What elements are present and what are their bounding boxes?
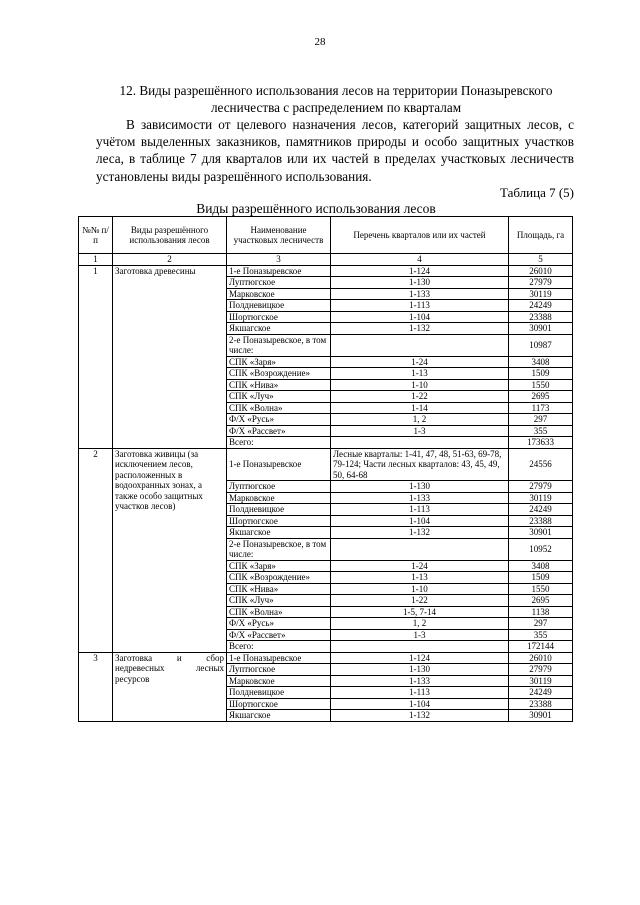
forestry-name: 2-е Поназыревское, в том числе: — [227, 334, 331, 356]
quarter-list: 1-113 — [331, 504, 509, 516]
quarter-list: 1-132 — [331, 710, 509, 722]
header-use-type: Виды разрешённого использования лесов — [113, 217, 227, 254]
forestry-name: Шортюгское — [227, 515, 331, 527]
quarter-list: 1-130 — [331, 481, 509, 493]
area-value: 1550 — [509, 379, 573, 391]
quarter-list: 1-104 — [331, 311, 509, 323]
area-value: 24249 — [509, 687, 573, 699]
area-value: 24556 — [509, 448, 573, 481]
quarter-list: 1, 2 — [331, 414, 509, 426]
area-value: 1509 — [509, 572, 573, 584]
area-value: 24249 — [509, 300, 573, 312]
column-number: 5 — [509, 254, 573, 266]
forestry-name: 1-е Поназыревское — [227, 265, 331, 277]
forestry-name: СПК «Возрождение» — [227, 368, 331, 380]
area-value: 1138 — [509, 606, 573, 618]
row-number: 3 — [79, 652, 113, 721]
body-paragraph: В зависимости от целевого назначения лесов, категорий защитных лесов, с учётом выделенных заказников, памятников природы и особо защитных участков леса, в таблице 7 для кварталов или их частей в пределах участковых лесничеств установлены виды разрешённого использования. — [96, 117, 574, 184]
quarter-list: 1-24 — [331, 356, 509, 368]
quarter-list: 1-124 — [331, 652, 509, 664]
area-value: 1509 — [509, 368, 573, 380]
forestry-name: СПК «Луч» — [227, 595, 331, 607]
forestry-name: Ф/Х «Русь» — [227, 414, 331, 426]
forestry-name: Луптюгское — [227, 481, 331, 493]
forestry-name: Ф/Х «Рассвет» — [227, 425, 331, 437]
forestry-name: Полдневицкое — [227, 687, 331, 699]
forestry-name: 2-е Поназыревское, в том числе: — [227, 538, 331, 560]
area-value: 10952 — [509, 538, 573, 560]
area-value: 24249 — [509, 504, 573, 516]
section-title: 12. Виды разрешённого использования лесов на территории Поназыревского лесничества с распределением по кварталам — [119, 83, 553, 115]
area-value: 355 — [509, 425, 573, 437]
table-row — [79, 265, 573, 277]
area-value: 23388 — [509, 311, 573, 323]
forestry-name: Марковское — [227, 288, 331, 300]
table-caption: Виды разрешённого использования лесов — [196, 201, 436, 216]
table-row — [79, 448, 573, 481]
forestry-name: Марковское — [227, 675, 331, 687]
area-value: 1550 — [509, 583, 573, 595]
forestry-name: Всего: — [227, 641, 331, 653]
table-header-row — [79, 217, 573, 254]
quarter-list: 1-13 — [331, 368, 509, 380]
header-num: №№ п/п — [79, 217, 113, 254]
area-value: 26010 — [509, 265, 573, 277]
forestry-name: СПК «Волна» — [227, 606, 331, 618]
header-area: Площадь, га — [509, 217, 573, 254]
quarter-list: 1-10 — [331, 583, 509, 595]
column-number: 1 — [79, 254, 113, 266]
forestry-name: СПК «Луч» — [227, 391, 331, 403]
forestry-name: 1-е Поназыревское — [227, 448, 331, 481]
forestry-name: Луптюгское — [227, 664, 331, 676]
header-forestry-name: Наименование участковых лесничеств — [227, 217, 331, 254]
row-number: 2 — [79, 448, 113, 652]
quarter-list: 1, 2 — [331, 618, 509, 630]
forestry-name: Якшагское — [227, 710, 331, 722]
area-value: 23388 — [509, 698, 573, 710]
quarter-list: 1-113 — [331, 300, 509, 312]
table-body — [79, 265, 573, 721]
area-value: 30119 — [509, 675, 573, 687]
forestry-name: Полдневицкое — [227, 300, 331, 312]
use-type: Заготовка живицы (за исключением лесов, расположенных в водоохранных зонах, а также особо защитных участков лесов) — [113, 448, 227, 652]
forestry-name: Якшагское — [227, 323, 331, 335]
quarter-list: 1-22 — [331, 391, 509, 403]
forestry-name: Якшагское — [227, 527, 331, 539]
quarter-list: 1-3 — [331, 629, 509, 641]
quarter-list — [331, 538, 509, 560]
quarter-list: 1-10 — [331, 379, 509, 391]
area-value: 27979 — [509, 481, 573, 493]
forest-use-table — [78, 216, 573, 722]
area-value: 27979 — [509, 664, 573, 676]
forestry-name: Полдневицкое — [227, 504, 331, 516]
row-number: 1 — [79, 265, 113, 448]
area-value: 30901 — [509, 710, 573, 722]
area-value: 26010 — [509, 652, 573, 664]
forestry-name: СПК «Нива» — [227, 583, 331, 595]
area-value: 3408 — [509, 560, 573, 572]
area-value: 1173 — [509, 402, 573, 414]
quarter-list: 1-3 — [331, 425, 509, 437]
area-value: 172144 — [509, 641, 573, 653]
area-value: 2695 — [509, 391, 573, 403]
quarter-list: 1-13 — [331, 572, 509, 584]
area-value: 27979 — [509, 277, 573, 289]
table-reference: Таблица 7 (5) — [499, 185, 574, 200]
quarter-list: 1-113 — [331, 687, 509, 699]
quarter-list: 1-133 — [331, 492, 509, 504]
quarter-list — [331, 437, 509, 449]
quarter-list: 1-104 — [331, 515, 509, 527]
quarter-list: 1-24 — [331, 560, 509, 572]
quarter-list: 1-132 — [331, 527, 509, 539]
forestry-name: СПК «Возрождение» — [227, 572, 331, 584]
forestry-name: 1-е Поназыревское — [227, 652, 331, 664]
quarter-list — [331, 334, 509, 356]
page-number: 28 — [314, 36, 326, 48]
area-value: 10987 — [509, 334, 573, 356]
quarter-list: 1-5, 7-14 — [331, 606, 509, 618]
quarter-list: 1-133 — [331, 675, 509, 687]
forestry-name: Шортюгское — [227, 311, 331, 323]
forestry-name: Шортюгское — [227, 698, 331, 710]
quarter-list: 1-130 — [331, 277, 509, 289]
use-type: Заготовка древесины — [113, 265, 227, 448]
forestry-name: Луптюгское — [227, 277, 331, 289]
forestry-name: СПК «Заря» — [227, 356, 331, 368]
forestry-name: Ф/Х «Рассвет» — [227, 629, 331, 641]
area-value: 30901 — [509, 323, 573, 335]
area-value: 30119 — [509, 492, 573, 504]
forestry-name: Ф/Х «Русь» — [227, 618, 331, 630]
area-value: 355 — [509, 629, 573, 641]
quarter-list — [331, 641, 509, 653]
area-value: 30901 — [509, 527, 573, 539]
column-number-row — [79, 254, 573, 266]
area-value: 297 — [509, 414, 573, 426]
quarter-list: 1-133 — [331, 288, 509, 300]
area-value: 2695 — [509, 595, 573, 607]
quarter-list: 1-104 — [331, 698, 509, 710]
forestry-name: СПК «Волна» — [227, 402, 331, 414]
column-number: 2 — [113, 254, 227, 266]
quarter-list: 1-130 — [331, 664, 509, 676]
quarter-list: 1-14 — [331, 402, 509, 414]
use-type: Заготовка и сбор недревесных лесных ресурсов — [113, 652, 227, 721]
column-number: 3 — [227, 254, 331, 266]
forestry-name: Марковское — [227, 492, 331, 504]
quarter-list: 1-124 — [331, 265, 509, 277]
area-value: 3408 — [509, 356, 573, 368]
header-quarters: Перечень кварталов или их частей — [331, 217, 509, 254]
forestry-name: СПК «Нива» — [227, 379, 331, 391]
forestry-name: СПК «Заря» — [227, 560, 331, 572]
quarter-list: 1-22 — [331, 595, 509, 607]
quarter-list: Лесные кварталы: 1-41, 47, 48, 51-63, 69-78, 79-124; Части лесных кварталов: 43, 45, 49, 50, 64-68 — [331, 448, 509, 481]
forestry-name: Всего: — [227, 437, 331, 449]
area-value: 30119 — [509, 288, 573, 300]
column-number: 4 — [331, 254, 509, 266]
area-value: 173633 — [509, 437, 573, 449]
area-value: 297 — [509, 618, 573, 630]
quarter-list: 1-132 — [331, 323, 509, 335]
table-row — [79, 652, 573, 664]
area-value: 23388 — [509, 515, 573, 527]
